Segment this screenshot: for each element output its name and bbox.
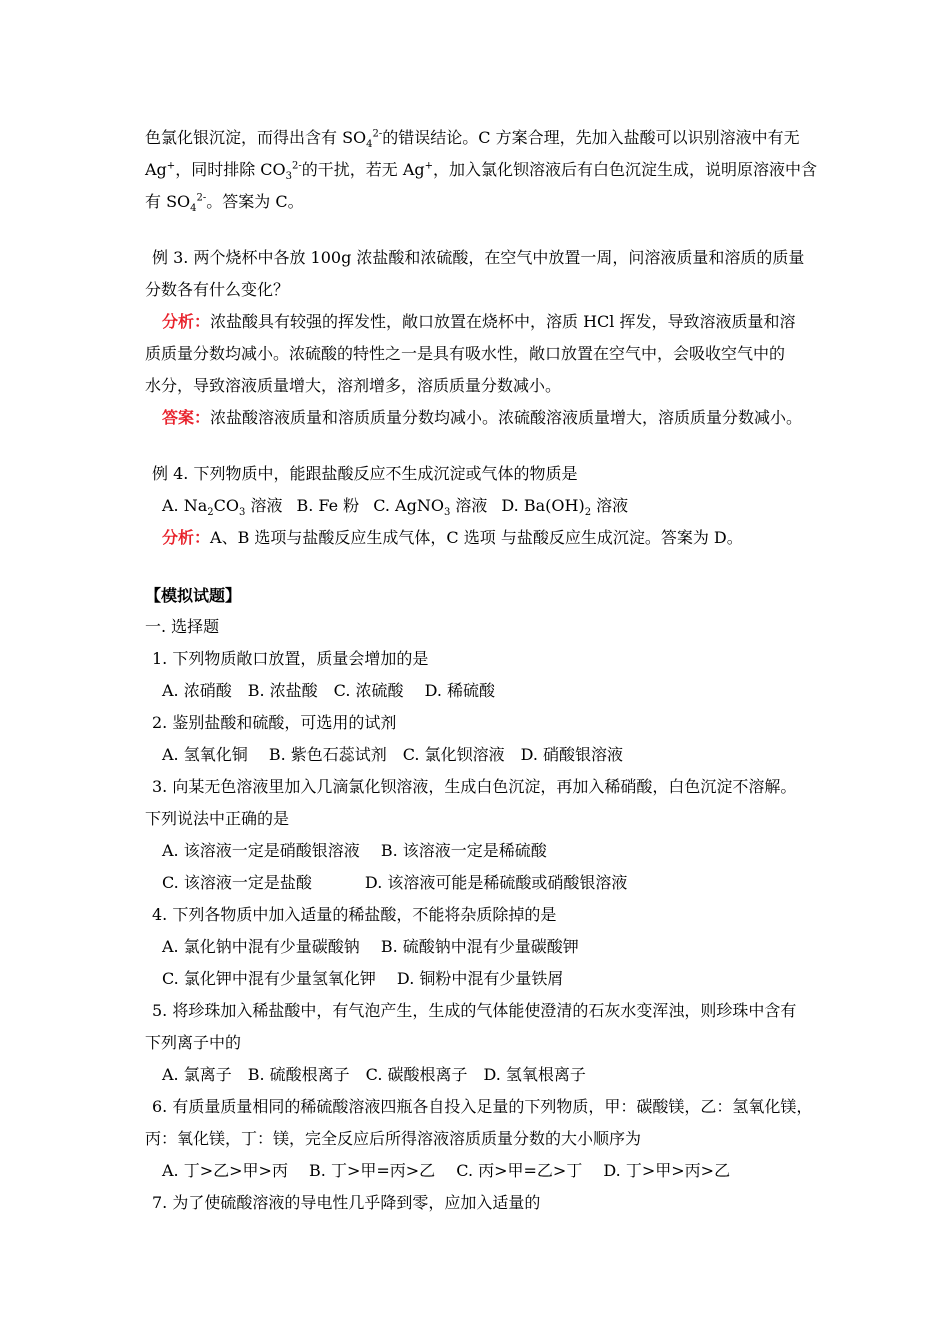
q2: 2. 鉴别盐酸和硫酸，可选用的试剂 — [152, 713, 397, 732]
ex3-analysis-line1 — [162, 312, 796, 332]
q3-options-ab: A. 该溶液一定是硝酸银溶液 B. 该溶液一定是稀硫酸 — [162, 841, 547, 860]
answer-label: 答案： — [162, 408, 211, 427]
section-title: 一. 选择题 — [145, 617, 220, 636]
analysis-label: 分析： — [162, 312, 211, 331]
superscript: + — [424, 160, 434, 172]
superscript: + — [166, 160, 176, 172]
text: 色氯化银沉淀，而得出含有 SO — [145, 128, 367, 147]
ex3-answer-line — [162, 408, 802, 428]
q3-options-cd: C. 该溶液一定是盐酸 D. 该溶液可能是稀硫酸或硝酸银溶液 — [162, 873, 628, 892]
subscript: 2 — [207, 507, 214, 519]
q1-options: A. 浓硝酸 B. 浓盐酸 C. 浓硫酸 D. 稀硫酸 — [162, 681, 496, 700]
q6-line1: 6. 有质量质量相同的稀硫酸溶液四瓶各自投入足量的下列物质，甲：碳酸镁，乙：氢氧化镁， — [152, 1097, 813, 1116]
q6-line2: 丙：氧化镁，丁：镁，完全反应后所得溶液溶质质量分数的大小顺序为 — [145, 1129, 642, 1148]
text: CO — [213, 496, 239, 515]
text: ，同时排除 CO — [175, 160, 286, 179]
mock-heading: 【模拟试题】 — [145, 586, 242, 605]
para1-line3 — [145, 192, 304, 215]
text: 溶液 — [450, 496, 488, 515]
q5-line2: 下列离子中的 — [145, 1033, 242, 1052]
q5-options: A. 氯离子 B. 硫酸根离子 C. 碳酸根离子 D. 氢氧根离子 — [162, 1065, 586, 1084]
q4: 4. 下列各物质中加入适量的稀盐酸，不能将杂质除掉的是 — [152, 905, 557, 924]
superscript: 2- — [372, 128, 383, 140]
text: C. AgNO — [373, 496, 444, 515]
ex4-options — [162, 496, 629, 519]
ex3-analysis-line3: 水分，导致溶液质量增大，溶剂增多，溶质质量分数减小。 — [145, 376, 562, 395]
q3-line2: 下列说法中正确的是 — [145, 809, 290, 828]
text: 溶液 — [591, 496, 629, 515]
ex4-analysis — [162, 528, 743, 548]
subscript: 3 — [285, 171, 293, 183]
q5-line1: 5. 将珍珠加入稀盐酸中，有气泡产生，生成的气体能使澄清的石灰水变浑浊，则珍珠中含有 — [152, 1001, 797, 1020]
text: 溶液 — [245, 496, 283, 515]
text: ，加入氯化钡溶液后有白色沉淀生成，说明原溶液中含 — [433, 160, 818, 179]
ex3-question-line1: 例 3. 两个烧杯中各放 100g 浓盐酸和浓硫酸，在空气中放置一周，问溶液质量和溶质的质量 — [152, 248, 805, 267]
text: 浓盐酸具有较强的挥发性，敞口放置在烧杯中，溶质 HCl 挥发，导致溶液质量和溶 — [210, 312, 796, 331]
para1-line2 — [145, 160, 818, 183]
q7: 7. 为了使硫酸溶液的导电性几乎降到零，应加入适量的 — [152, 1193, 541, 1212]
text: D. Ba(OH) — [501, 496, 585, 515]
analysis-label: 分析： — [162, 528, 211, 547]
q1: 1. 下列物质敞口放置，质量会增加的是 — [152, 649, 429, 668]
text: A. Na — [162, 496, 208, 515]
text: 的错误结论。C 方案合理，先加入盐酸可以识别溶液中有无 — [382, 128, 800, 147]
para1-line1 — [145, 128, 800, 151]
text: 有 SO — [145, 192, 191, 211]
q4-options-cd: C. 氯化钾中混有少量氢氧化钾 D. 铜粉中混有少量铁屑 — [162, 969, 564, 988]
q2-options: A. 氢氧化铜 B. 紫色石蕊试剂 C. 氯化钡溶液 D. 硝酸银溶液 — [162, 745, 624, 764]
text: 浓盐酸溶液质量和溶质质量分数均减小。浓硫酸溶液质量增大，溶质质量分数减小。 — [210, 408, 803, 427]
text: A、B 选项与盐酸反应生成气体，C 选项 与盐酸反应生成沉淀。答案为 D。 — [210, 528, 743, 547]
ex3-question-line2: 分数各有什么变化？ — [145, 280, 290, 299]
superscript: 2- — [196, 192, 207, 204]
subscript: 2 — [584, 507, 592, 519]
ex4-question: 例 4. 下列物质中，能跟盐酸反应不生成沉淀或气体的物质是 — [152, 464, 578, 483]
text: 的干扰，若无 Ag — [301, 160, 425, 179]
ex3-analysis-line2: 质质量分数均减小。浓硫酸的特性之一是具有吸水性，敞口放置在空气中，会吸收空气中的 — [145, 344, 786, 363]
subscript: 3 — [443, 507, 451, 519]
q3-line1: 3. 向某无色溶液里加入几滴氯化钡溶液，生成白色沉淀，再加入稀硝酸，白色沉淀不溶解。 — [152, 777, 797, 796]
subscript: 3 — [239, 507, 246, 519]
superscript: 2- — [292, 160, 302, 172]
q4-options-ab: A. 氯化钠中混有少量碳酸钠 B. 硫酸钠中混有少量碳酸钾 — [162, 937, 579, 956]
text: B. Fe 粉 — [296, 496, 360, 515]
subscript: 4 — [366, 139, 373, 151]
text: 。答案为 C。 — [206, 192, 304, 211]
q6-options: A. 丁>乙>甲>丙 B. 丁>甲=丙>乙 C. 丙>甲=乙>丁 D. 丁>甲>丙>乙 — [162, 1161, 731, 1180]
text: Ag — [145, 160, 167, 179]
subscript: 4 — [190, 203, 197, 215]
